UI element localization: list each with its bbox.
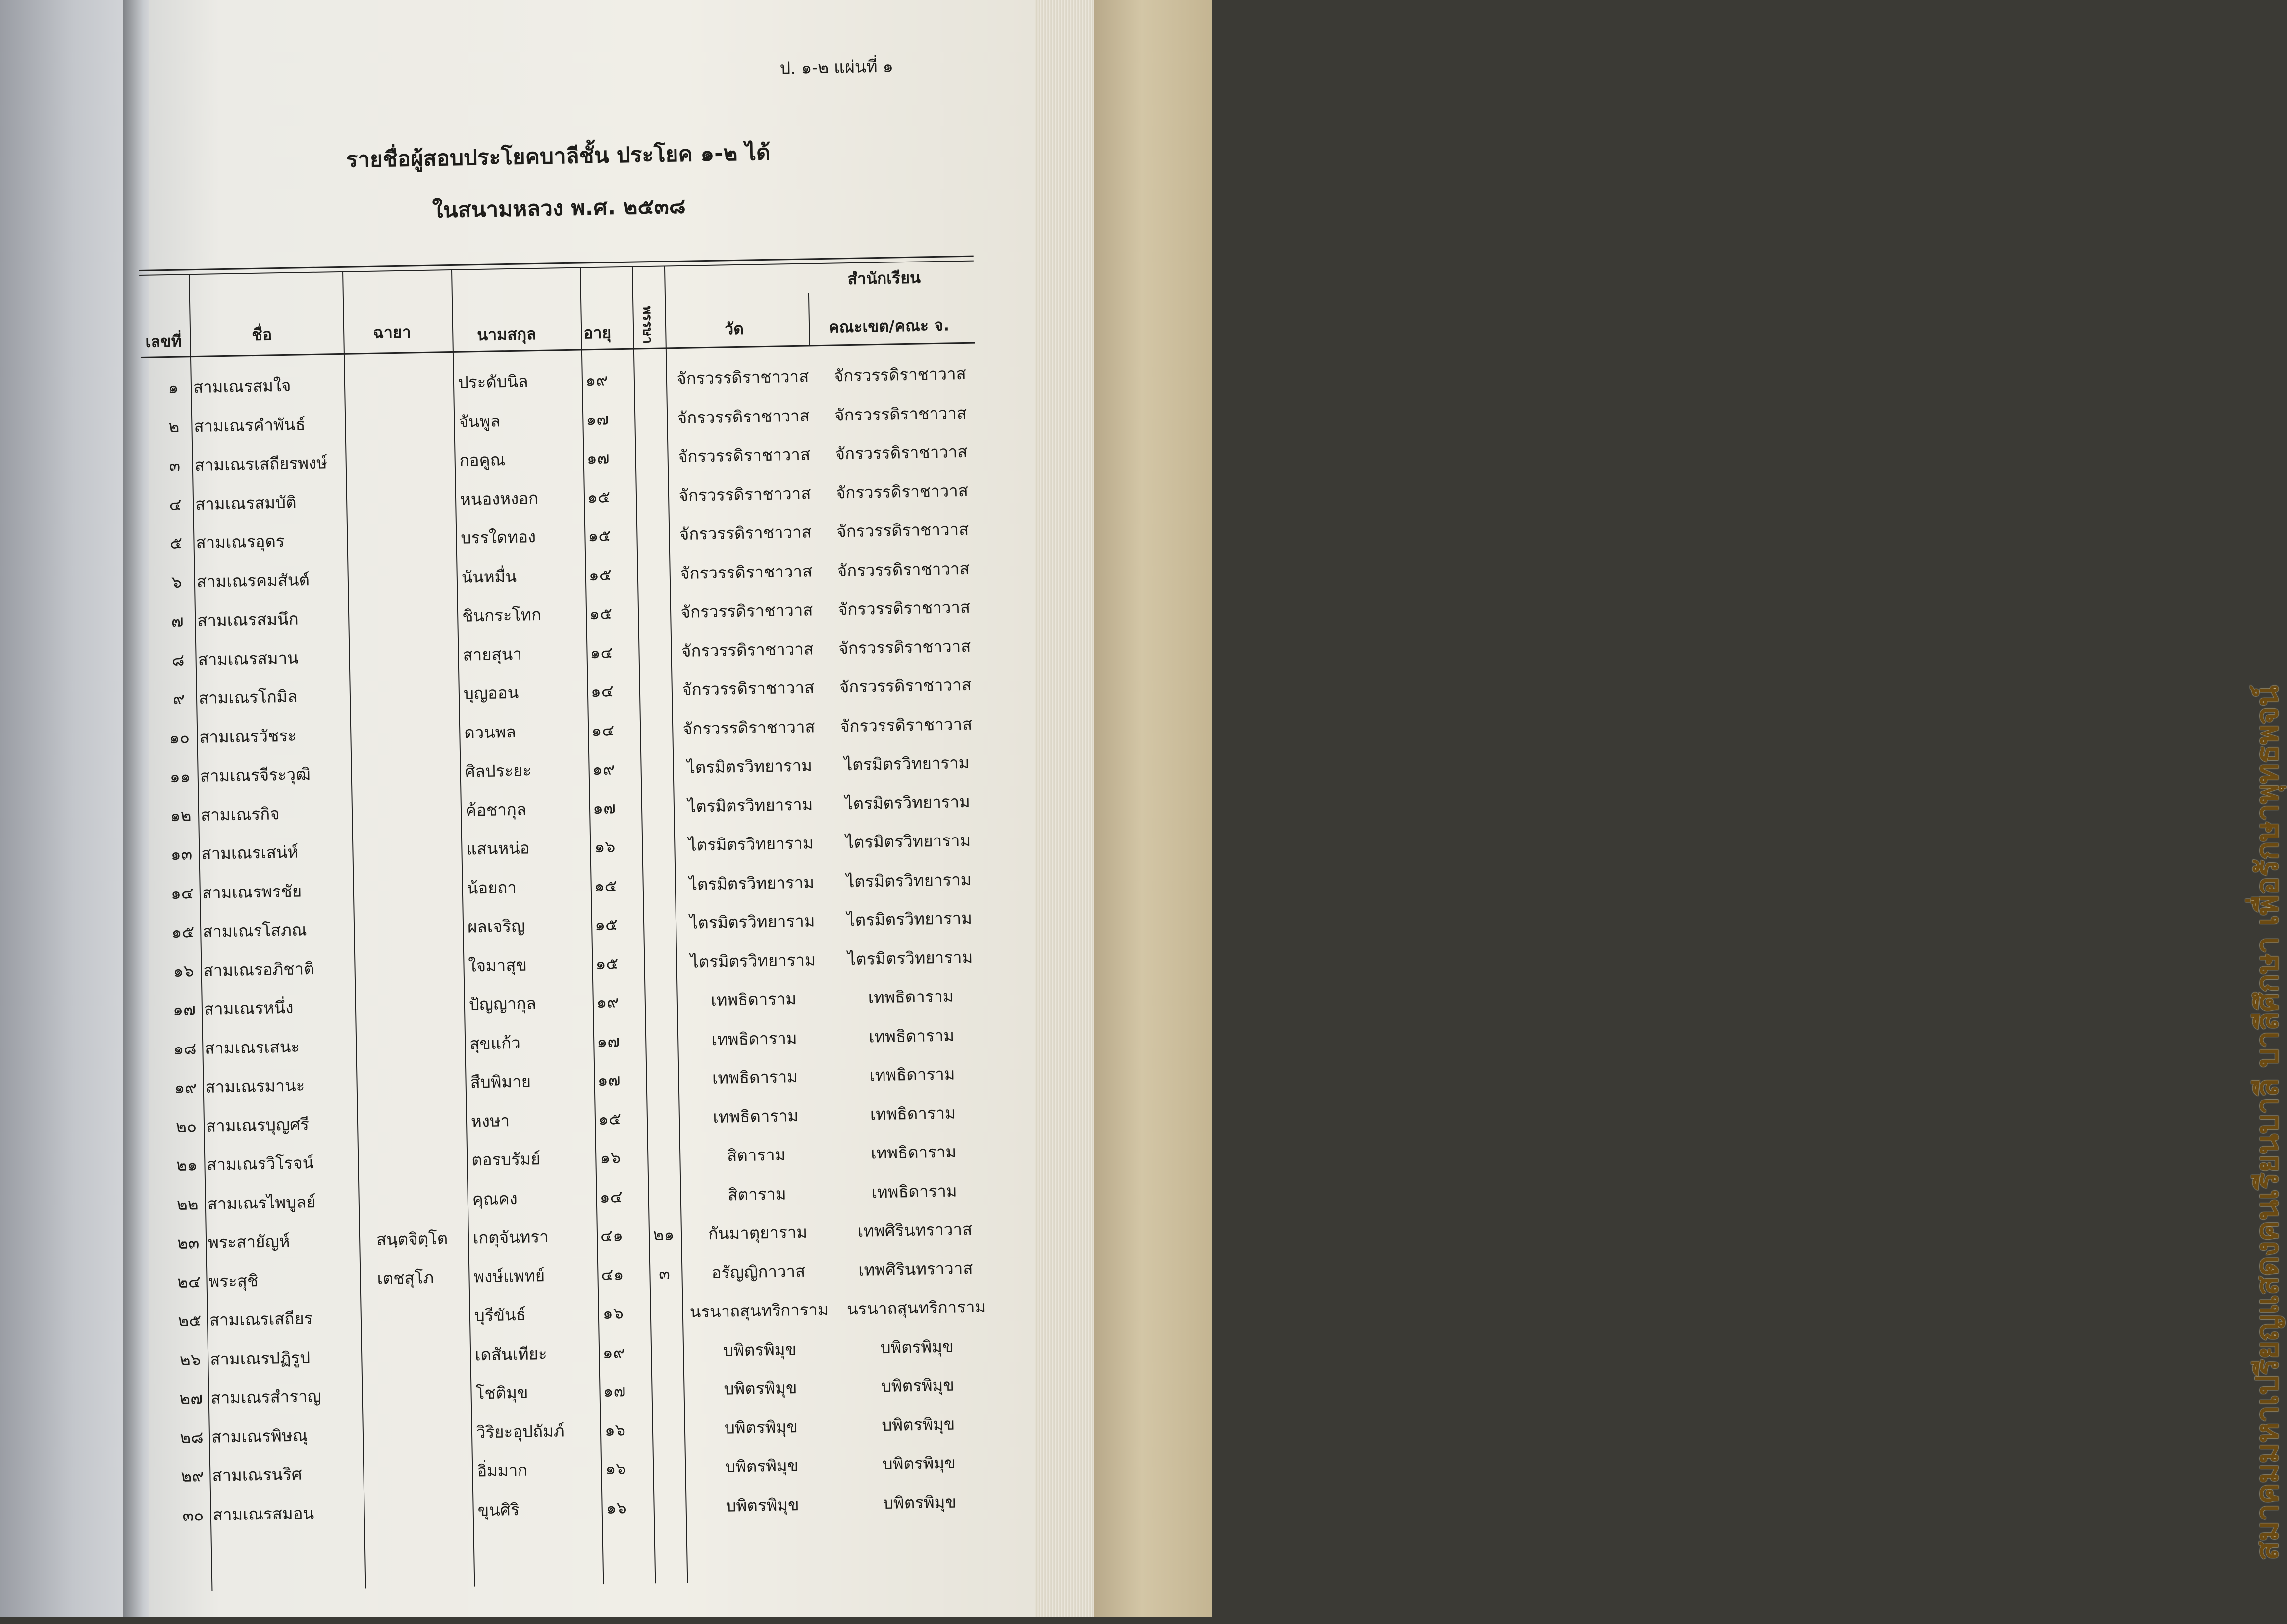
- cell-name: สามเณรนริศ: [212, 1464, 302, 1485]
- cell-surname: คุณคง: [472, 1188, 518, 1209]
- cell-name: สามเณรหนึ่ง: [204, 997, 294, 1019]
- cell-surname: น้อยถา: [467, 877, 517, 898]
- cell-age: ๑๖: [600, 1148, 621, 1168]
- cell-age: ๑๕: [587, 486, 611, 507]
- cell-school: เทพธิดาราม: [870, 1142, 957, 1163]
- cell-surname: บุรีขันธ์: [474, 1305, 526, 1325]
- cell-number: ๒๙: [181, 1466, 204, 1486]
- cell-surname: ดวนพล: [464, 722, 517, 742]
- cell-number: ๑๘: [173, 1038, 197, 1058]
- cell-name: สามเณรโกมิล: [198, 686, 298, 708]
- cell-age: ๑๕: [594, 914, 618, 935]
- cell-surname: สืบพิมาย: [470, 1071, 531, 1092]
- cell-surname: หงษา: [470, 1110, 510, 1131]
- cell-wat: เทพธิดาราม: [713, 1105, 799, 1127]
- cell-number: ๑๕: [171, 922, 195, 942]
- cell-school: บพิตรพิมุข: [882, 1453, 956, 1474]
- cell-name: สามเณรเสน่ห์: [201, 842, 299, 863]
- cell-number: ๑๖: [173, 960, 194, 981]
- cell-school: ไตรมิตรวิทยาราม: [847, 947, 973, 969]
- cell-age: ๑๔: [590, 681, 614, 701]
- cell-surname: อิ่มมาก: [476, 1460, 528, 1481]
- cell-name: สามเณรพรชัย: [202, 881, 302, 902]
- cell-age: ๑๗: [603, 1381, 626, 1401]
- cell-name: สามเณรเสถียรพงษ์: [194, 453, 328, 475]
- column-divider: [808, 293, 810, 345]
- cell-surname: นันหมื่น: [461, 566, 517, 587]
- cell-rank: [641, 787, 671, 788]
- cell-age: ๑๕: [588, 525, 611, 546]
- cell-name: สามเณรคำพันธ์: [194, 414, 306, 436]
- cell-number: ๑๙: [174, 1077, 197, 1098]
- cell-rank: [642, 865, 672, 866]
- cell-rank: [635, 476, 665, 477]
- header-name: ชื่อ: [251, 325, 272, 345]
- cell-school: จักรวรรดิราชาวาส: [834, 403, 967, 425]
- left-page-edge: [0, 0, 134, 1617]
- cell-age: ๑๗: [586, 409, 609, 429]
- cell-wat: เทพธิดาราม: [711, 1028, 797, 1049]
- cell-name: สามเณรปฏิรูป: [209, 1347, 311, 1369]
- cell-wat: จักรวรรดิราชาวาส: [677, 444, 811, 467]
- cell-name: สามเณรพิษณุ: [211, 1425, 308, 1447]
- cell-wat: จักรวรรดิราชาวาส: [680, 600, 813, 622]
- cell-age: ๑๙: [596, 992, 619, 1012]
- cell-alias: สนฺตจิตฺโต: [376, 1228, 448, 1249]
- cell-wat: บพิตรพิมุข: [724, 1378, 797, 1399]
- cell-school: จักรวรรดิราชาวาส: [839, 675, 972, 697]
- cell-surname: พงษ์แพทย์: [473, 1265, 545, 1287]
- cell-number: ๗: [171, 611, 184, 630]
- cell-age: ๑๕: [595, 953, 619, 973]
- cell-number: ๑๓: [170, 844, 193, 864]
- cell-school: บพิตรพิมุข: [881, 1375, 955, 1396]
- cell-age: ๑๖: [604, 1419, 626, 1440]
- cell-age: ๑๖: [605, 1459, 626, 1478]
- cell-name: สามเณรสมาน: [198, 648, 299, 669]
- cell-number: ๒๑: [176, 1155, 198, 1175]
- cell-rank: [653, 1448, 682, 1449]
- cell-wat: เทพธิดาราม: [711, 989, 797, 1010]
- cell-name: พระสายัญห์: [208, 1231, 290, 1252]
- cell-wat: จักรวรรดิราชาวาส: [682, 716, 815, 738]
- cell-number: ๖: [171, 572, 182, 592]
- cell-age: ๑๗: [586, 448, 610, 468]
- cell-school: เทพศิรินทราวาส: [858, 1258, 973, 1280]
- cell-school: นรนาถสุนทริการาม: [846, 1297, 986, 1319]
- cell-number: ๒๗: [179, 1388, 203, 1408]
- cell-wat: ไตรมิตรวิทยาราม: [689, 911, 815, 933]
- cell-surname: หนองหงอก: [460, 488, 539, 509]
- cell-name: สามเณรอุดร: [196, 531, 285, 553]
- cell-number: ๒๒: [176, 1194, 199, 1214]
- cell-age: ๑๗: [597, 1070, 621, 1090]
- cell-school: ไตรมิตรวิทยาราม: [844, 791, 971, 813]
- cell-wat: จักรวรรดิราชาวาส: [676, 367, 809, 389]
- cell-surname: ศิลประยะ: [465, 760, 532, 781]
- cell-wat: ไตรมิตรวิทยาราม: [688, 872, 815, 894]
- cell-number: ๑๗: [172, 999, 196, 1020]
- cell-age: ๑๔: [590, 642, 613, 662]
- cell-age: ๑๙: [585, 370, 608, 390]
- cell-rank: [653, 1487, 683, 1488]
- cell-name: สามเณรคมสันต์: [196, 570, 310, 591]
- cell-school: เทพธิดาราม: [871, 1180, 957, 1202]
- header-no: เลขที่: [145, 331, 182, 351]
- cell-school: จักรวรรดิราชาวาส: [837, 558, 970, 580]
- cell-wat: บพิตรพิมุข: [726, 1494, 799, 1516]
- cell-school: จักรวรรดิราชาวาส: [838, 636, 971, 658]
- cell-school: เทพธิดาราม: [868, 986, 954, 1007]
- cell-school: จักรวรรดิราชาวาส: [835, 441, 968, 464]
- results-sheet: [130, 0, 1010, 1624]
- cell-school: จักรวรรดิราชาวาส: [836, 519, 969, 541]
- cell-wat: จักรวรรดิราชาวาส: [681, 638, 814, 661]
- cell-school: ไตรมิตรวิทยาราม: [846, 869, 972, 891]
- cell-wat: สิตาราม: [728, 1183, 787, 1205]
- cell-age: ๑๕: [594, 875, 618, 895]
- watermark-text: สมาคมมหาเปรียญแสดงคนเรียนบาลี บาลีศึกษา เพื่อรักษาพุทธพจน์: [2249, 685, 2285, 1560]
- cell-surname: วิริยะอุปถัมภ์: [476, 1420, 565, 1442]
- cell-surname: ชินกระโทก: [462, 604, 542, 626]
- header-wat: วัด: [724, 319, 744, 339]
- cell-rank: [648, 1176, 677, 1177]
- cell-wat: เทพธิดาราม: [712, 1067, 798, 1088]
- cell-age: ๑๕: [598, 1108, 622, 1129]
- cell-wat: นรนาถสุนทริการาม: [689, 1300, 829, 1321]
- cell-wat: บพิตรพิมุข: [724, 1416, 798, 1438]
- page-title: รายชื่อผู้สอบประโยคบาลีชั้น ประโยค ๑-๒ ได้: [346, 140, 771, 173]
- cell-surname: ผลเจริญ: [467, 916, 525, 937]
- page-subtitle: ในสนามหลวง พ.ศ. ๒๕๓๘: [432, 193, 686, 223]
- cell-surname: ใจมาสุข: [468, 955, 527, 976]
- cell-name: สามเณรสมบัติ: [195, 492, 297, 514]
- header-surname: นามสกุล: [476, 324, 537, 345]
- cell-rank: [646, 1059, 676, 1060]
- cell-number: ๙: [172, 688, 185, 708]
- cell-name: สามเณรสมนึก: [197, 609, 299, 630]
- cell-age: ๑๕: [589, 603, 613, 624]
- cell-name: สามเณรสมใจ: [193, 375, 291, 397]
- cell-school: ไตรมิตรวิทยาราม: [846, 908, 973, 930]
- cell-rank: [651, 1370, 681, 1371]
- cell-rank: [633, 360, 663, 361]
- cell-number: ๑๑: [169, 766, 191, 786]
- cell-wat: อรัญญิกาวาส: [711, 1261, 806, 1282]
- cell-surname: บุญออน: [463, 682, 519, 703]
- cell-wat: บพิตรพิมุข: [723, 1339, 797, 1360]
- page-stack-edges: [1035, 0, 1094, 1617]
- cell-age: ๑๙: [592, 759, 615, 779]
- cell-wat: จักรวรรดิราชาวาส: [682, 678, 815, 699]
- cell-school: ไตรมิตรวิทยาราม: [844, 752, 970, 775]
- cell-surname: จันพูล: [458, 411, 501, 431]
- cell-number: ๒: [168, 417, 180, 436]
- cell-name: สามเณรกิจ: [200, 803, 280, 825]
- cell-surname: เดสันเทียะ: [474, 1343, 548, 1364]
- cell-surname: กอคูณ: [459, 450, 506, 470]
- book-cover-edge: [1094, 0, 2285, 1617]
- cell-rank: [640, 748, 670, 749]
- cell-school: เทพธิดาราม: [869, 1064, 955, 1085]
- cell-age: ๑๔: [599, 1186, 623, 1206]
- cell-school: บพิตรพิมุข: [883, 1492, 957, 1513]
- cell-school: ไตรมิตรวิทยาราม: [845, 830, 971, 852]
- cell-wat: จักรวรรดิราชาวาส: [678, 483, 811, 505]
- cell-number: ๓๐: [182, 1505, 204, 1525]
- cell-wat: กันมาตุยาราม: [708, 1222, 808, 1244]
- cell-age: ๑๔: [591, 720, 615, 740]
- cell-age: ๑๙: [602, 1342, 625, 1362]
- cell-name: สามเณรจีระวุฒิ: [200, 764, 311, 786]
- cell-surname: เกตุจันทรา: [472, 1226, 549, 1248]
- cell-name: สามเณรอภิชาติ: [203, 958, 314, 980]
- cell-age: ๔๑: [600, 1225, 624, 1246]
- cell-wat: สิตาราม: [727, 1145, 786, 1165]
- cell-school: เทพธิดาราม: [870, 1102, 956, 1124]
- cell-school: จักรวรรดิราชาวาส: [833, 364, 967, 386]
- cell-number: ๒๕: [178, 1310, 202, 1330]
- cell-number: ๒๘: [180, 1427, 204, 1447]
- cell-school: จักรวรรดิราชาวาส: [839, 714, 973, 735]
- cell-name: สามเณรเสนะ: [204, 1037, 300, 1058]
- header-alias: ฉายา: [372, 322, 411, 342]
- cell-age: ๑๗: [592, 797, 616, 818]
- cell-name: พระสุชิ: [208, 1270, 259, 1291]
- header-age: อายุ: [583, 323, 612, 343]
- cell-surname: ตอรบรัมย์: [471, 1149, 541, 1170]
- cell-school: บพิตรพิมุข: [880, 1336, 954, 1357]
- cell-wat: จักรวรรดิราชาวาส: [677, 405, 810, 427]
- cell-wat: จักรวรรดิราชาวาส: [679, 561, 813, 583]
- cell-name: สามเณรวัชระ: [199, 726, 297, 747]
- cell-wat: ไตรมิตรวิทยาราม: [688, 833, 814, 855]
- cell-surname: ปัญญากุล: [468, 994, 537, 1014]
- cell-surname: สายสุนา: [463, 644, 522, 665]
- cell-number: ๑๒: [170, 805, 192, 825]
- cell-wat: ไตรมิตรวิทยาราม: [687, 794, 813, 816]
- cell-rank: ๓: [658, 1263, 671, 1283]
- cell-school: จักรวรรดิราชาวาส: [835, 480, 969, 503]
- cell-wat: ไตรมิตรวิทยาราม: [686, 755, 813, 777]
- cell-wat: ไตรมิตรวิทยาราม: [690, 949, 816, 972]
- cell-rank: [647, 1137, 677, 1138]
- cell-alias: เตชสุโภ: [377, 1267, 434, 1288]
- cell-wat: บพิตรพิมุข: [725, 1456, 799, 1476]
- cell-age: ๑๗: [596, 1031, 620, 1051]
- cell-age: ๑๖: [602, 1303, 624, 1323]
- cell-surname: ค้อชากุล: [465, 799, 527, 820]
- cell-school: บพิตรพิมุข: [882, 1414, 955, 1435]
- cell-school: เทพธิดาราม: [868, 1025, 955, 1047]
- cell-number: ๒๔: [177, 1271, 201, 1292]
- header-district: คณะเขต/คณะ จ.: [828, 315, 950, 337]
- cell-number: ๔: [169, 494, 182, 514]
- header-school-group: สำนักเรียน: [847, 268, 921, 289]
- cell-wat: จักรวรรดิราชาวาส: [679, 522, 812, 544]
- cell-age: ๔๑: [601, 1264, 624, 1284]
- cell-age: ๑๖: [606, 1497, 627, 1518]
- cell-name: สามเณรสำราญ: [210, 1386, 322, 1408]
- results-table-body: [136, 354, 988, 1525]
- cell-number: ๑๔: [170, 883, 194, 903]
- cell-rank: [637, 554, 667, 555]
- cell-age: ๑๖: [594, 837, 616, 857]
- cell-number: ๑๐: [169, 727, 190, 747]
- cell-name: สามเณรบุญศรี: [206, 1114, 310, 1136]
- cell-surname: โชติมุข: [475, 1382, 528, 1403]
- cell-number: ๕: [169, 533, 183, 553]
- cell-surname: ประดับนิล: [458, 371, 528, 392]
- cell-school: จักรวรรดิราชาวาส: [837, 597, 971, 619]
- header-rank: พรรษา: [639, 305, 655, 344]
- cell-rank: [642, 826, 672, 827]
- cell-number: ๘: [171, 650, 185, 670]
- cell-surname: บรรใดทอง: [461, 527, 536, 548]
- cell-rank: ๒๑: [653, 1224, 675, 1245]
- cell-name: สามเณรเสถียร: [209, 1309, 313, 1330]
- cell-number: ๒๐: [175, 1116, 197, 1136]
- cell-age: ๑๕: [588, 564, 612, 584]
- cell-number: ๒๓: [177, 1233, 200, 1253]
- cell-number: ๑: [168, 377, 179, 398]
- cell-surname: ขุนศิริ: [477, 1499, 520, 1519]
- cell-school: เทพศิรินทราวาส: [857, 1219, 973, 1241]
- cell-number: ๒๖: [179, 1349, 201, 1369]
- cell-name: สามเณรวิโรจน์: [207, 1153, 314, 1174]
- cell-name: สามเณรโสภณ: [202, 920, 307, 941]
- cell-name: สามเณรมานะ: [205, 1075, 305, 1097]
- cell-number: ๓: [169, 455, 181, 475]
- page-reference: ป. ๑-๒ แผ่นที่ ๑: [780, 56, 894, 79]
- cell-name: สามเณรไพบูลย์: [207, 1192, 316, 1213]
- cell-surname: สุขแก้ว: [469, 1033, 521, 1053]
- cell-name: สามเณรสมอน: [212, 1503, 314, 1524]
- cell-surname: แสนหน่อ: [466, 838, 530, 859]
